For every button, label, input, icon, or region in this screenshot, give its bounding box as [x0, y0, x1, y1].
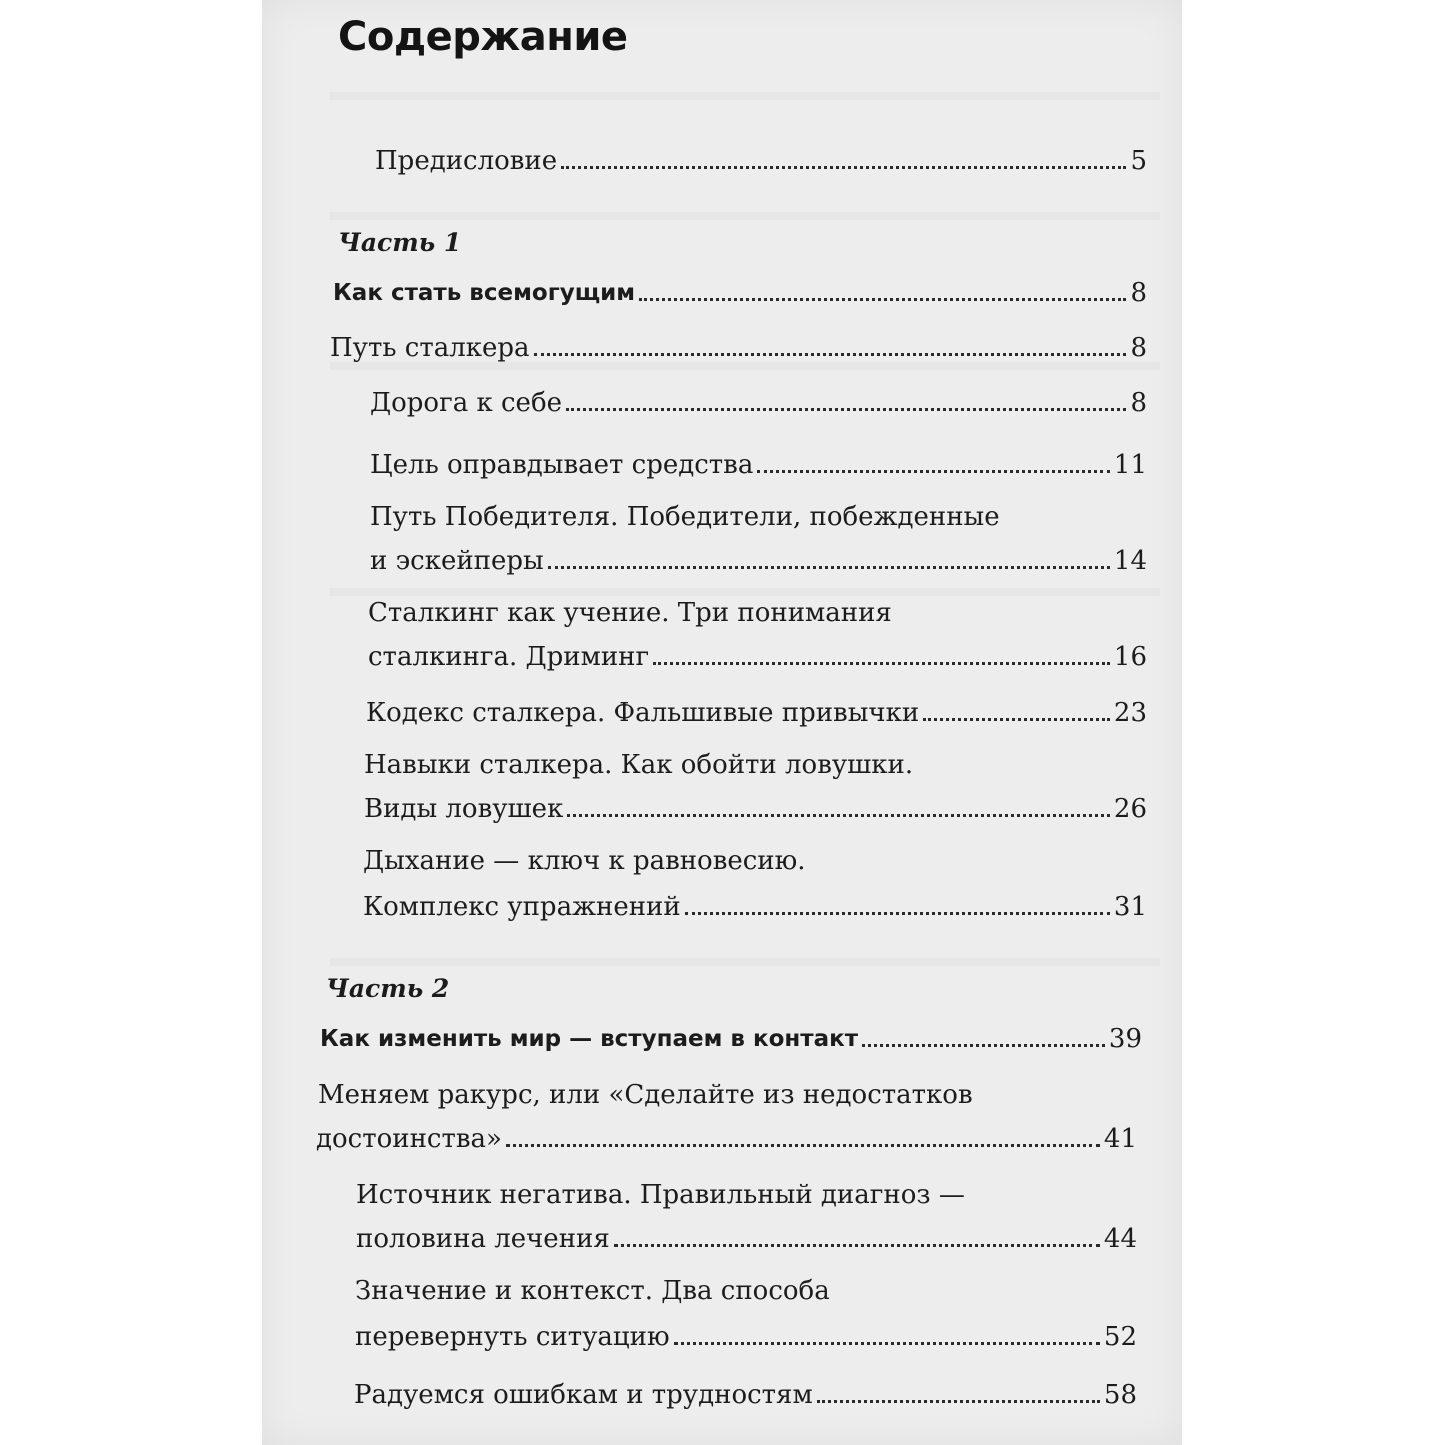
- bleed-through-line: [330, 212, 1160, 220]
- toc-entry-text: Дорога к себе: [370, 388, 562, 418]
- toc-page-number: 41: [1103, 1124, 1137, 1154]
- toc-page-number: 14: [1113, 546, 1147, 576]
- toc-entry[interactable]: [370, 538, 1147, 578]
- dot-leader: [862, 1044, 1105, 1047]
- toc-entry-text-line1: Путь Победителя. Победители, побежденные: [370, 502, 1000, 532]
- toc-entry-text: Путь сталкера: [330, 333, 530, 363]
- toc-entry[interactable]: [355, 1314, 1137, 1354]
- toc-page-number: 52: [1103, 1322, 1137, 1352]
- toc-entry[interactable]: [354, 1372, 1137, 1412]
- toc-entry[interactable]: [356, 1216, 1137, 1256]
- toc-entry[interactable]: [316, 1116, 1137, 1156]
- dot-leader: [548, 566, 1110, 569]
- toc-page-number: 23: [1113, 698, 1147, 728]
- toc-page-number: 31: [1113, 892, 1147, 922]
- toc-entry-text-line1: Источник негатива. Правильный диагноз —: [356, 1180, 965, 1210]
- toc-entry-text: Как изменить мир — вступаем в контакт: [320, 1026, 859, 1052]
- toc-entry-text-line1: Дыхание — ключ к равновесию.: [363, 846, 806, 876]
- toc-entry-text: достоинства»: [316, 1124, 502, 1154]
- bleed-through-line: [330, 92, 1160, 100]
- toc-entry-text: Радуемся ошибкам и трудностям: [354, 1380, 813, 1410]
- toc-entry[interactable]: [370, 442, 1147, 482]
- dot-leader: [534, 353, 1127, 356]
- toc-entry-text-line1: Значение и контекст. Два способа: [355, 1276, 830, 1306]
- toc-entry-text: Виды ловушек: [364, 794, 564, 824]
- toc-page-number: 58: [1103, 1380, 1137, 1410]
- dot-leader: [561, 166, 1126, 169]
- toc-entry[interactable]: [330, 325, 1147, 365]
- dot-leader: [674, 1342, 1100, 1345]
- toc-page-number: 16: [1113, 642, 1147, 672]
- toc-entry-text: Как стать всемогущим: [333, 280, 636, 306]
- toc-entry-text-line1: Меняем ракурс, или «Сделайте из недостатков: [318, 1080, 973, 1110]
- toc-entry-text: Комплекс упражнений: [363, 892, 681, 922]
- dot-leader: [506, 1144, 1100, 1147]
- bleed-through-line: [330, 588, 1160, 596]
- toc-page-number: 5: [1130, 146, 1147, 176]
- toc-page-number: 39: [1108, 1024, 1142, 1054]
- page-title: Содержание: [338, 14, 628, 60]
- toc-page-number: 26: [1113, 794, 1147, 824]
- toc-entry-text: перевернуть ситуацию: [355, 1322, 670, 1352]
- toc-entry-preface[interactable]: [375, 138, 1147, 178]
- toc-page-number: 11: [1113, 450, 1147, 480]
- dot-leader: [757, 470, 1110, 473]
- bleed-through-line: [330, 958, 1160, 966]
- toc-part-heading[interactable]: [333, 270, 1147, 310]
- toc-page-number: 8: [1130, 278, 1147, 308]
- dot-leader: [639, 298, 1126, 301]
- part-label: Часть 2: [326, 974, 450, 1003]
- toc-entry[interactable]: [363, 884, 1147, 924]
- toc-entry[interactable]: [370, 380, 1147, 420]
- toc-page-number: 44: [1103, 1224, 1137, 1254]
- dot-leader: [817, 1400, 1100, 1403]
- dot-leader: [685, 912, 1110, 915]
- toc-part-heading[interactable]: [320, 1016, 1142, 1056]
- toc-entry[interactable]: [366, 690, 1147, 730]
- toc-entry-text: Кодекс сталкера. Фальшивые привычки: [366, 698, 920, 728]
- dot-leader: [614, 1244, 1100, 1247]
- part-label: Часть 1: [338, 228, 462, 257]
- toc-entry[interactable]: [368, 634, 1147, 674]
- toc-page-number: 8: [1130, 333, 1147, 363]
- dot-leader: [923, 718, 1110, 721]
- toc-entry-text-line1: Навыки сталкера. Как обойти ловушки.: [364, 750, 914, 780]
- toc-entry[interactable]: [364, 786, 1147, 826]
- toc-entry-text: Цель оправдывает средства: [370, 450, 754, 480]
- toc-entry-text: сталкинга. Дриминг: [368, 642, 650, 672]
- toc-entry-text-line1: Сталкинг как учение. Три понимания: [368, 598, 892, 628]
- toc-entry-text: Предисловие: [375, 146, 558, 176]
- dot-leader: [567, 814, 1110, 817]
- toc-page-number: 8: [1130, 388, 1147, 418]
- dot-leader: [566, 408, 1126, 411]
- toc-entry-text: половина лечения: [356, 1224, 610, 1254]
- toc-entry-text: и эскейперы: [370, 546, 544, 576]
- dot-leader: [653, 662, 1110, 665]
